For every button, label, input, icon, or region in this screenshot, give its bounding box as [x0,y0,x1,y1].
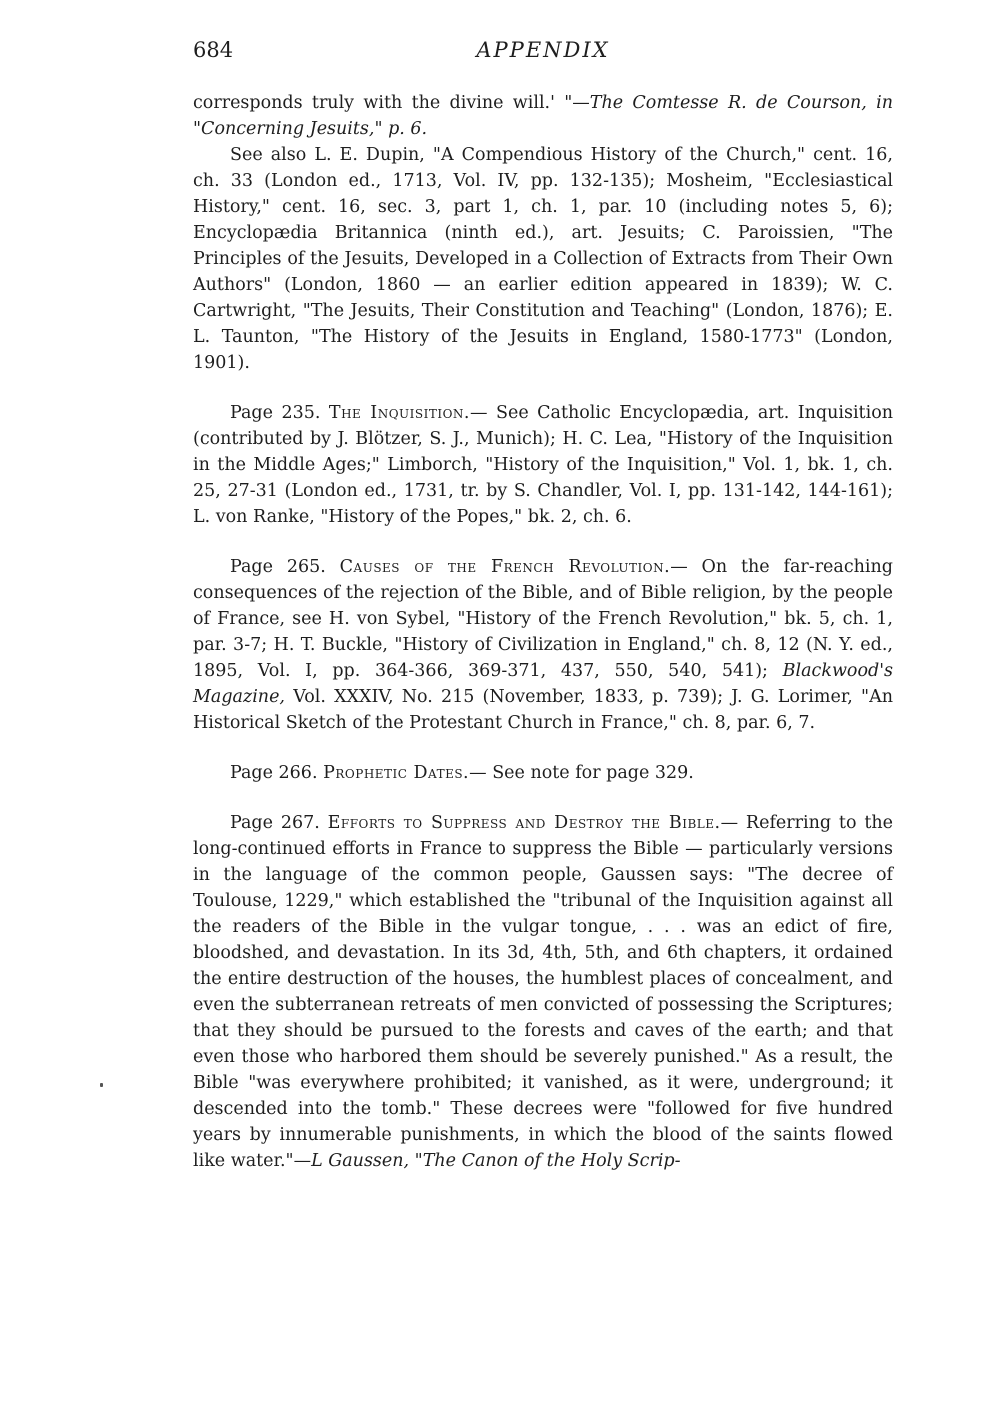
note-page-ref: Page 267. [230,813,320,833]
note-page-ref: Page 235. [230,403,321,423]
paragraph-text: See also L. E. Dupin, "A Compendious History of the Church," cent. 16, ch. 33 (London ed., 1713, Vol. IV, pp. 132-135); Mosheim, "Ecclesiastical History," cent. 16, sec. 3, part 1, ch. 1, par. 10 (including notes 5, 6); Encyclopædia Britannica (ninth ed.), art. Jesuits; C. Paroissien, "The Principles of the Jesuits, Developed in a Collection of Extracts from Their Own Authors" (London, 1860 — an earlier edition appeared in 1839); W. C. Cartwright, "The Jesuits, Their Constitution and Teaching" (London, 1876); E. L. Taunton, "The History of the Jesuits in England, 1580-1773" (London, 1901). [193,145,893,373]
note-heading: The Inquisition. [328,403,470,423]
note-heading: Prophetic Dates. [323,763,470,783]
citation-italic: L Gaussen, "The Canon of the Holy Scrip- [311,1151,681,1171]
page-header [193,38,893,68]
page-number: 684 [193,38,234,62]
paragraph-text: Vol. XXXIV, No. 215 (November, 1833, p. 739); J. G. Lorimer, "An Historical Sketch of the Protestant Church in France," ch. 8, par. 6, 7. [193,687,893,733]
stray-ink-mark [100,1083,103,1087]
running-head: APPENDIX [476,38,610,62]
note-heading: Causes of the French Revolution. [339,557,671,577]
paragraph-text: — Referring to the long-continued efforts in France to suppress the Bible — particularly versions in the language of the common people, Gaussen says: "The decree of Toulouse, 1229," which established the "tribunal of the Inquisition against all the readers of the Bible in the vulgar tongue, . . . was an edict of fire, bloodshed, and devastation. In its 3d, 4th, 5th, and 6th chapters, it ordained the entire destruction of the houses, the humblest places of concealment, and even the subterranean retreats of men convicted of possessing the Scriptures; that they should be pursued to the forests and caves of the earth; and that even those who harbored them should be severely punished." As a result, the Bible "was everywhere prohibited; it vanished, as it were, underground; it descended into the tomb." These decrees were "followed for five hundred years by innumerable punishments, in which the blood of the saints flowed like water."— [193,813,893,1171]
note-heading: Efforts to Suppress and Destroy the Bible. [327,813,721,833]
note-page-235 [193,400,893,530]
note-page-266 [193,760,893,786]
citation-italic: The Comtesse R. de Courson, in "Concerning Jesuits," p. 6. [193,93,893,139]
paragraph-text: — On the far-reaching consequences of the rejection of the Bible, and of Bible religion, by the people of France, see H. von Sybel, "History of the French Revolution," bk. 5, ch. 1, par. 3-7; H. T. Buckle, "History of Civilization in England," ch. 8, 12 (N. Y. ed., 1895, Vol. I, pp. 364-366, 369-371, 437, 550, 540, 541); [193,557,893,681]
page-body [193,90,893,1174]
paragraph-text: — See Catholic Encyclopædia, art. Inquisition (contributed by J. Blötzer, S. J., Munich); H. C. Lea, "History of the Inquisition in the Middle Ages;" Limborch, "History of the Inquisition," Vol. 1, bk. 1, ch. 25, 27-31 (London ed., 1731, tr. by S. Chandler, Vol. I, pp. 131-142, 144-161); L. von Ranke, "History of the Popes," bk. 2, ch. 6. [193,403,893,527]
paragraph-text: corresponds truly with the divine will.' "— [193,93,590,113]
note-page-ref: Page 266. [230,763,318,783]
note-page-265 [193,554,893,736]
paragraph-text: — See note for page 329. [469,763,694,783]
paragraph-continuation [193,90,893,142]
note-page-ref: Page 265. [230,557,326,577]
citation-italic: Blackwood's Magazine, [193,661,893,707]
note-page-267 [193,810,893,1174]
paragraph-see-also [193,142,893,376]
